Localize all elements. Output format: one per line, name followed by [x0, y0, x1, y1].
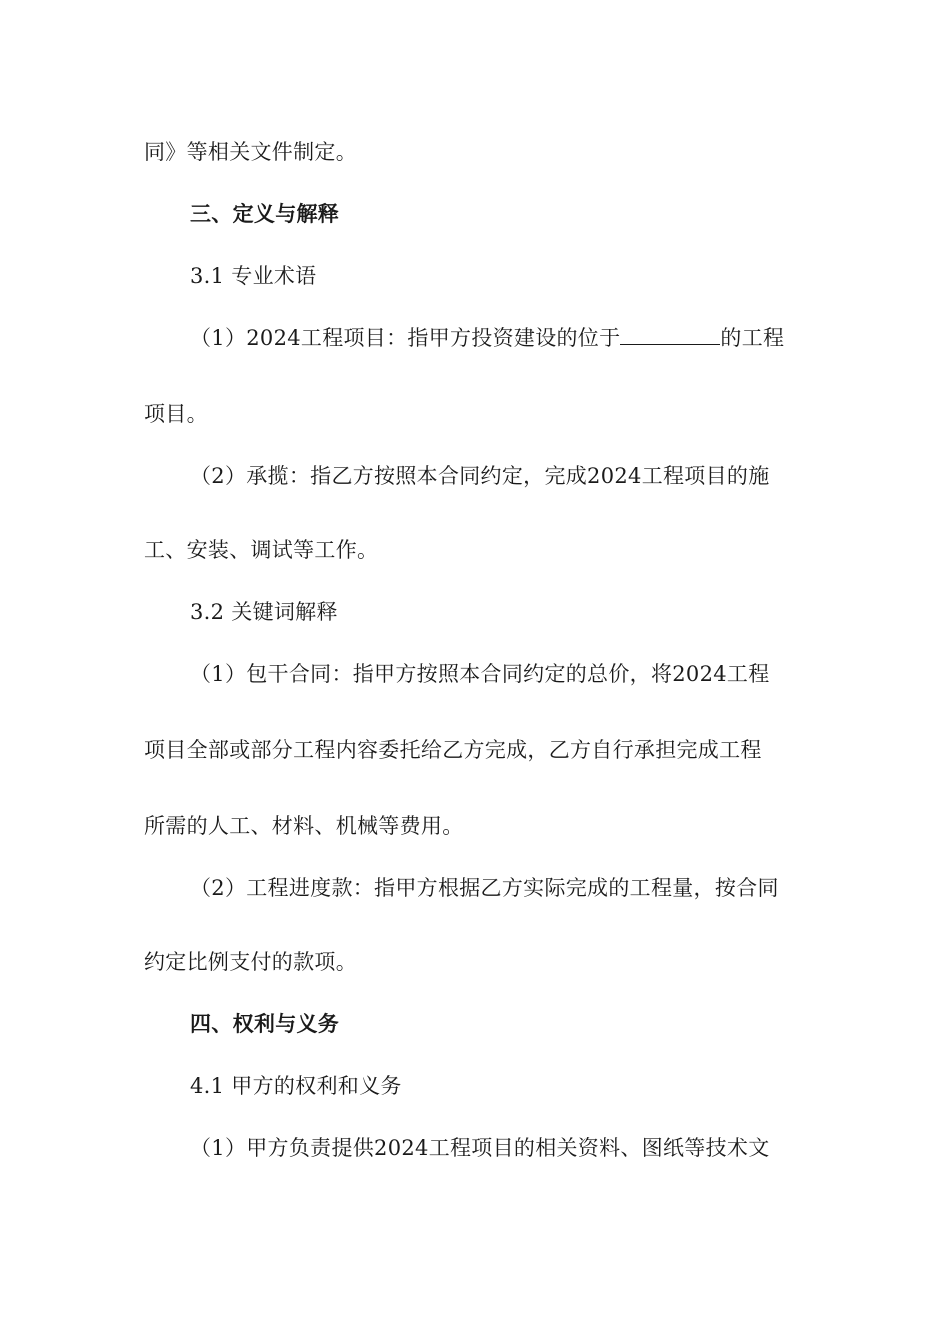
paragraph-line: （2）承揽：指乙方按照本合同约定，完成2024工程项目的施 — [190, 464, 770, 488]
subsection-heading: 3.2 关键词解释 — [190, 600, 338, 624]
paragraph-line: （2）工程进度款：指甲方根据乙方实际完成的工程量，按合同 — [190, 876, 779, 900]
paragraph-line: 同》等相关文件制定。 — [144, 140, 357, 164]
paragraph-text: 的工程 — [720, 326, 785, 350]
paragraph-line: （1）甲方负责提供2024工程项目的相关资料、图纸等技术文 — [190, 1136, 770, 1160]
fill-in-blank — [620, 324, 720, 345]
paragraph-line — [190, 324, 784, 352]
paragraph-line: 项目全部或部分工程内容委托给乙方完成，乙方自行承担完成工程 — [144, 738, 762, 762]
paragraph-line: （1）包干合同：指甲方按照本合同约定的总价，将2024工程 — [190, 662, 770, 686]
paragraph-text: （1）2024工程项目：指甲方投资建设的位于 — [190, 326, 621, 350]
paragraph-line: 约定比例支付的款项。 — [144, 950, 357, 974]
paragraph-line: 项目。 — [144, 402, 208, 426]
paragraph-line: 工、安装、调试等工作。 — [144, 538, 379, 562]
subsection-heading: 4.1 甲方的权利和义务 — [190, 1074, 402, 1098]
paragraph-line: 所需的人工、材料、机械等费用。 — [144, 814, 464, 838]
section-heading: 三、定义与解释 — [190, 202, 340, 226]
subsection-heading: 3.1 专业术语 — [190, 264, 317, 288]
section-heading: 四、权利与义务 — [190, 1012, 340, 1036]
